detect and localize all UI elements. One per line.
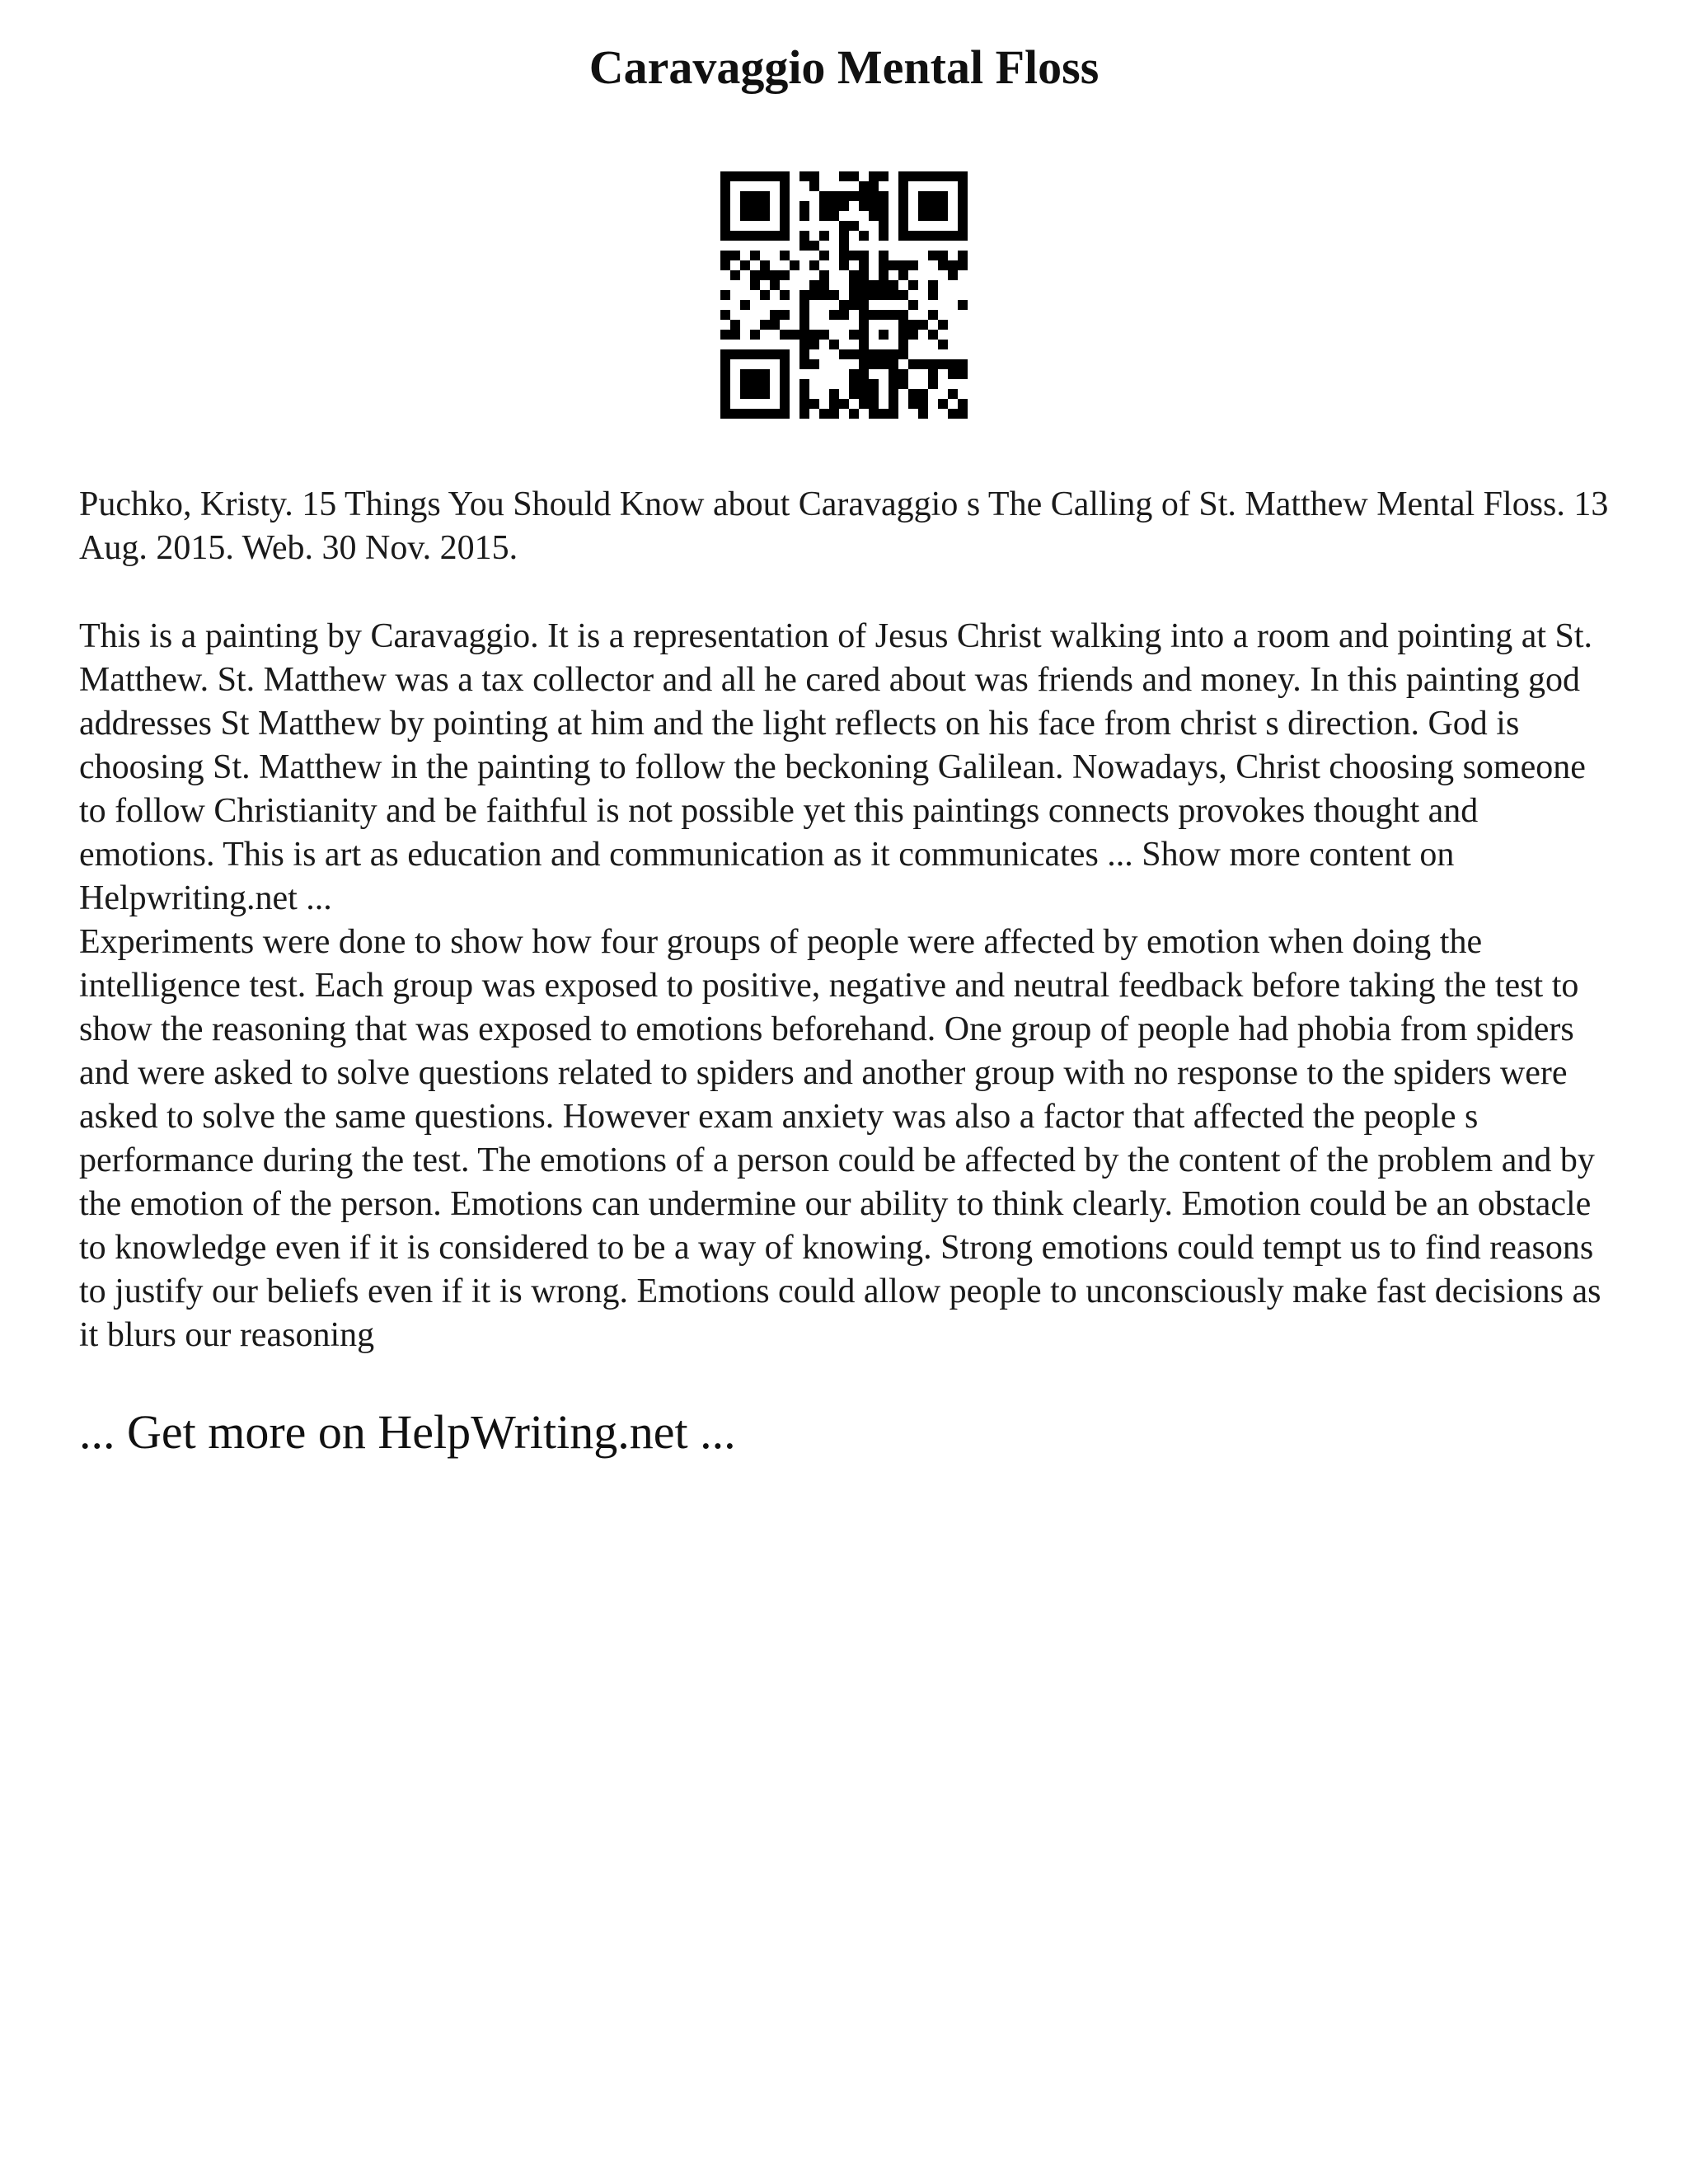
get-more-link[interactable]: ... Get more on HelpWriting.net ...: [79, 1405, 736, 1459]
essay-body: [79, 615, 1612, 1357]
qr-code-graphic: [720, 171, 968, 419]
essay-paragraph-1: This is a painting by Caravaggio. It is a representation of Jesus Christ walking into a room and pointing at St. Matthew. St. Matthew was a tax collector and all he cared about was friends and money. In this painting god addresses St Matthew by pointing at him and the light reflects on his face from christ s direction. God is choosing St. Matthew in the painting to follow the beckoning Galilean. Nowadays, Christ choosing someone to follow Christianity and be faithful is not possible yet this paintings connects provokes thought and emotions. This is art as education and communication as it communicates ... Show more content on Helpwriting.net ...: [79, 617, 1593, 917]
citation-text: Puchko, Kristy. 15 Things You Should Know about Caravaggio s The Calling of St. Matthew Mental Floss. 13 Aug. 2015. Web. 30 Nov. 2015.: [79, 485, 1609, 567]
essay-paragraph-2: Experiments were done to show how four groups of people were affected by emotion when doing the intelligence test. Each group was exposed to positive, negative and neutral feedback before taking the test to show the reasoning that was exposed to emotions beforehand. One group of people had phobia from spiders and were asked to solve questions related to spiders and another group with no response to the spiders were asked to solve the same questions. However exam anxiety was also a factor that affected the people s performance during the test. The emotions of a person could be affected by the content of the problem and by the emotion of the person. Emotions can undermine our ability to think clearly. Emotion could be an obstacle to knowledge even if it is considered to be a way of knowing. Strong emotions could tempt us to find reasons to justify our beliefs even if it is wrong. Emotions could allow people to unconsciously make fast decisions as it blurs our reasoning: [79, 923, 1601, 1354]
page-title: Caravaggio Mental Floss: [588, 40, 1100, 94]
qr-code[interactable]: [720, 171, 968, 419]
